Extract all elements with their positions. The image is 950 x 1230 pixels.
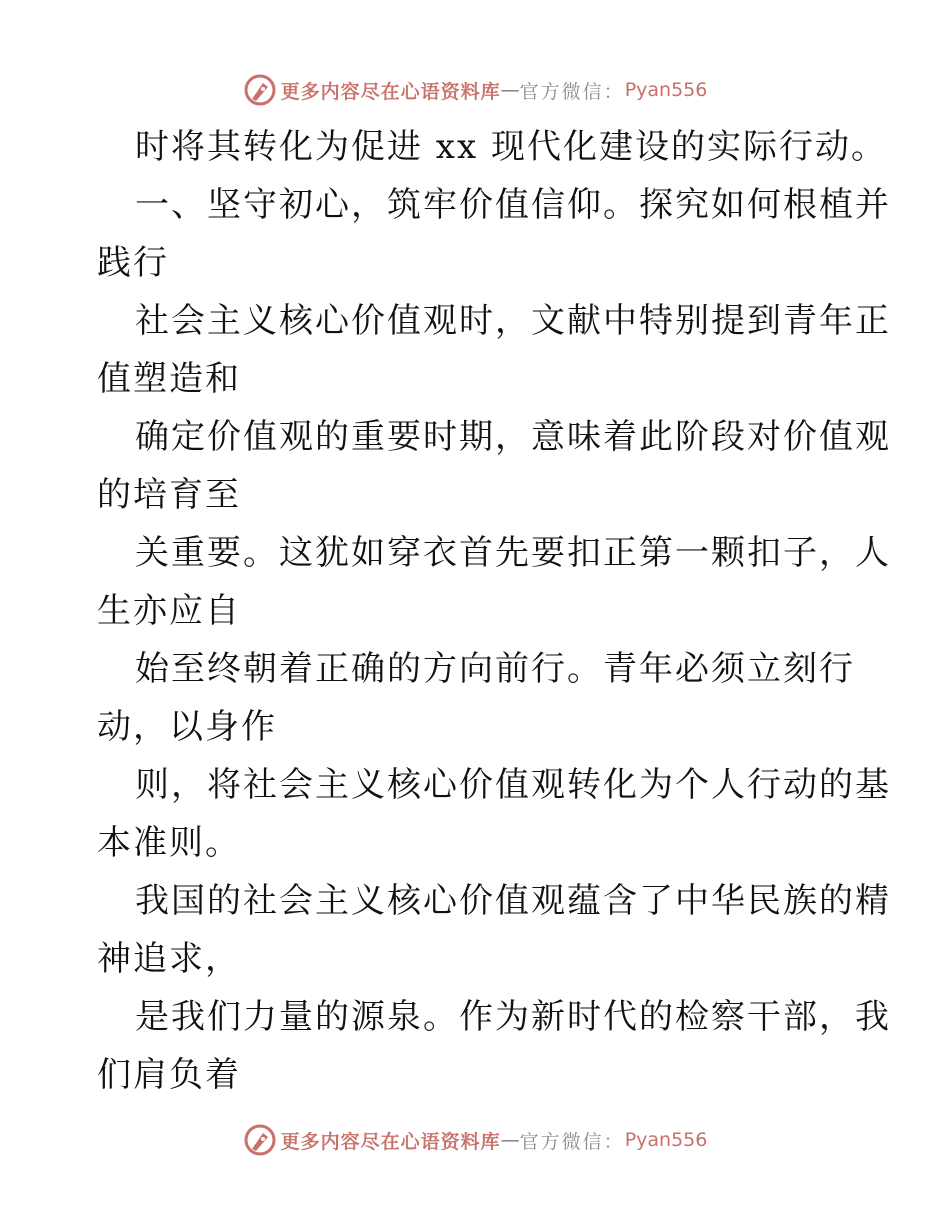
- text-line: 关重要。这犹如穿衣首先要扣正第一颗扣子，人: [135, 533, 891, 573]
- text-line: 们肩负着: [97, 1055, 241, 1095]
- pen-nib-circle-icon: [243, 73, 277, 107]
- text-line: 始至终朝着正确的方向前行。青年必须立刻行: [135, 649, 855, 689]
- text-line: 时将其转化为促进 xx 现代化建设的实际行动。: [135, 127, 887, 167]
- text-line: 本准则。: [97, 823, 241, 863]
- banner-separator: —: [500, 79, 520, 101]
- text-line: 神追求，: [97, 939, 241, 979]
- footer-official-label: 官方微信：: [519, 1130, 625, 1153]
- text-line: 值塑造和: [97, 359, 241, 399]
- text-line: 确定价值观的重要时期，意味着此阶段对价值观: [135, 417, 891, 457]
- text-line: 则，将社会主义核心价值观转化为个人行动的基: [135, 765, 891, 805]
- banner-wechat-id: Pyan556: [624, 79, 708, 101]
- pen-nib-circle-icon: [243, 1123, 277, 1157]
- text-line: 践行: [97, 243, 169, 283]
- text-line: 动，以身作: [97, 707, 277, 747]
- text-line: 社会主义核心价值观时，文献中特别提到青年正: [135, 301, 891, 341]
- footer-separator: —: [500, 1129, 520, 1151]
- text-line: 我国的社会主义核心价值观蕴含了中华民族的精: [135, 881, 891, 921]
- footer-wechat-id: Pyan556: [624, 1129, 708, 1151]
- banner-official-label: 官方微信：: [519, 80, 625, 103]
- text-line: 的培育至: [97, 475, 241, 515]
- header-banner: [0, 70, 950, 110]
- footer-brand-text: 更多内容尽在心语资料库: [280, 1130, 501, 1153]
- document-body: [97, 118, 891, 1104]
- text-line: 生亦应自: [97, 591, 241, 631]
- banner-brand-text: 更多内容尽在心语资料库: [280, 80, 501, 103]
- footer-banner: [0, 1120, 950, 1160]
- text-line: 一、坚守初心，筑牢价值信仰。探究如何根植并: [135, 185, 891, 225]
- text-line: 是我们力量的源泉。作为新时代的检察干部，我: [135, 997, 891, 1037]
